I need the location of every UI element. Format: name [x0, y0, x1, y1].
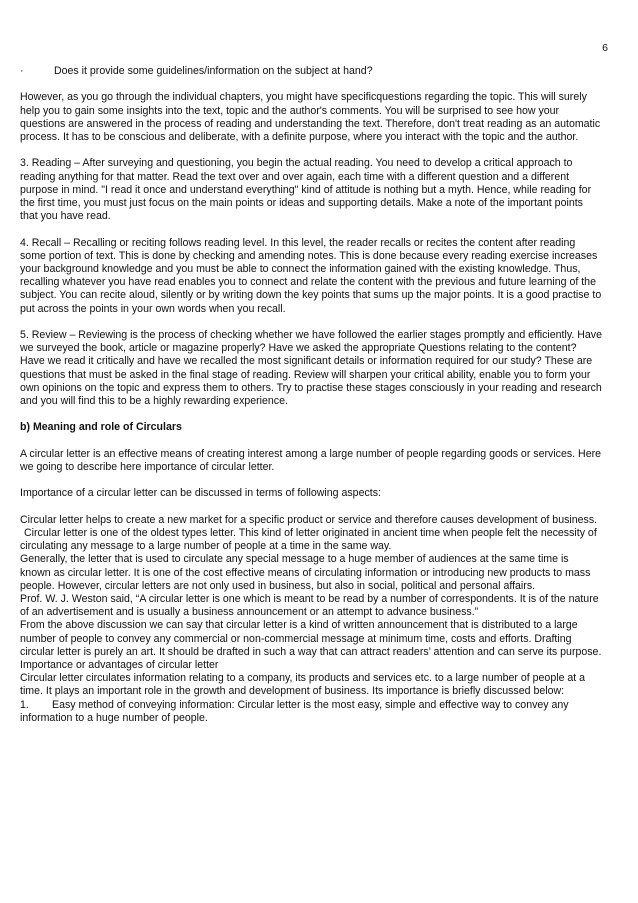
paragraph-oldest-type-text: Circular letter is one of the oldest types letter. This kind of letter originated in ancient time when people felt the necessity of circulating any message to a large number of people at a time in the same way.	[20, 526, 597, 553]
paragraph-new-market: Circular letter helps to create a new market for a specific product or service and therefore causes development of business.	[20, 513, 598, 526]
bullet-item	[20, 65, 602, 78]
paragraph-recall: 4. Recall – Recalling or reciting follows reading level. In this level, the reader recalls or recites the content after reading some portion of text. This is done by checking and amending notes. This is done because every reading exercise increases your background knowledge and you must be able to connect the information gained with the existing knowledge. Thus, recalling whatever you have read enables you to connect and relate the content with the previous and future learning of the subject. You can recite aloud, silently or by writing down the key points that sums up the major points. It is a good practise to put across the points in your own words when you recall.	[20, 236, 602, 315]
paragraph-oldest-type	[20, 527, 602, 553]
paragraph-importance-intro: Importance of a circular letter can be discussed in terms of following aspects:	[20, 487, 381, 500]
paragraph-generally: Generally, the letter that is used to circulate any special message to a huge member of audiences at the same time is known as circular letter. It is one of the cost effective means of circulating information or introducing new products to mass people. However, circular letters are not only used in business, but also in social, political and personal affairs.	[20, 553, 591, 592]
numbered-item-text: Easy method of conveying information: Circular letter is the most easy, simple and effective way to convey any information to a huge number of people.	[20, 698, 569, 724]
paragraph-weston-quote: Prof. W. J. Weston said, “A circular letter is one which is meant to be read by a number of correspondents. It is of the nature of an advertisement and is usually a business announcement or an attempt to advance business.”	[20, 593, 599, 619]
bullet-mark: ·	[20, 65, 24, 77]
numbered-item-1	[20, 699, 602, 725]
paragraph-questioning: However, as you go through the individual chapters, you might have specificquestions regarding the topic. This will surely help you to gain some insights into the text, topic and the author's comments. You will be surprised to see how your questions are answered in the process of reading and understanding the text. Therefore, don't treat reading as an automatic process. It has to be conscious and deliberate, with a definite purpose, where you interact with the topic and the author.	[20, 91, 601, 143]
section-heading: b) Meaning and role of Circulars	[20, 421, 182, 434]
paragraph-circulates: Circular letter circulates information relating to a company, its products and services etc. to a large number of people at a time. It plays an important role in the growth and development of business. Its importance is briefly discussed below:	[20, 672, 586, 698]
paragraph-discussion: From the above discussion we can say that circular letter is a kind of written announcement that is distributed to a large number of people to convey any commercial or non-commercial message at minimum time, costs and efforts. Drafting circular letter is purely an art. It should be drafted in such a way that can attract readers’ attention and can serve its purpose.	[20, 619, 602, 658]
page-number: 6	[602, 42, 608, 54]
numbered-item-number: 1.	[20, 698, 29, 711]
document-body	[20, 65, 602, 725]
paragraph-advantages-title: Importance or advantages of circular letter	[20, 659, 219, 672]
paragraph-review: 5. Review – Reviewing is the process of checking whether we have followed the earlier stages promptly and efficiently. Have we surveyed the book, article or magazine properly? Have we asked the appropriate Questions relating to the content? Have we read it critically and have we recalled the most significant details or information required for our study? These are questions that must be asked in the final stage of reading. Review will sharpen your critical ability, enable you to form your own opinions on the topic and express them to others. Try to practise these stages consciously in your reading and research and you will find this to be a highly rewarding experience.	[20, 329, 602, 408]
paragraph-circular-intro: A circular letter is an effective means of creating interest among a large number of people regarding goods or services. Here we going to describe here importance of circular letter.	[20, 447, 602, 473]
paragraph-reading: 3. Reading – After surveying and questioning, you begin the actual reading. You need to develop a critical approach to reading anything for that matter. Read the text over and over again, each time with a different question and a different purpose in mind. "I read it once and understand everything" kind of attitude is nothing but a myth. Hence, while reading for the first time, you must just focus on the main points or ideas and supporting details. Make a note of the important points that you have read.	[20, 157, 592, 223]
bullet-text: Does it provide some guidelines/information on the subject at hand?	[54, 65, 373, 77]
